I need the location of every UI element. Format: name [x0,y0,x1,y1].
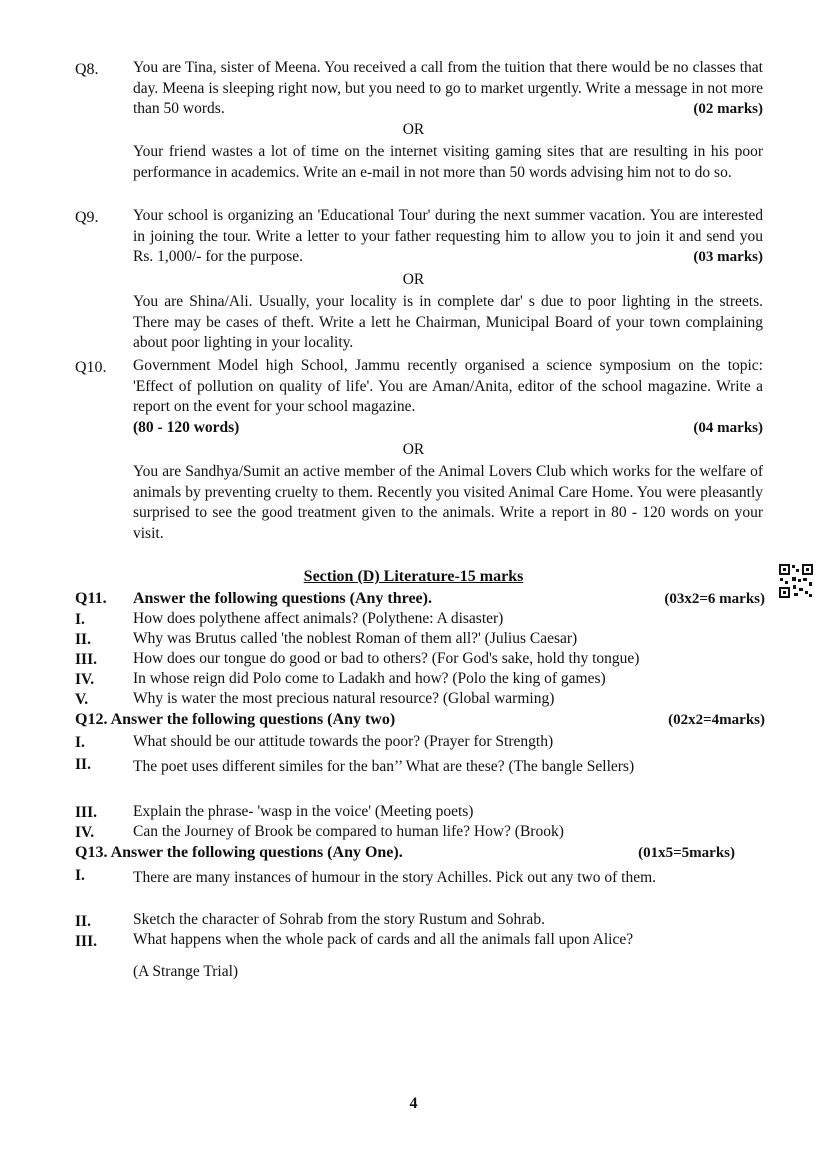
q11-item-text: Why is water the most precious natural resource? (Global warming) [133,690,555,707]
q12-heading [75,710,765,730]
q11-item-text: How does polythene affect animals? (Polythene: A disaster) [133,610,504,627]
q12-marks: (02x2=4marks) [668,712,765,728]
q12-item-number: II. [75,756,91,773]
q9-alt: You are Shina/Ali. Usually, your locality is in complete dar' s due to poor lighting in the streets. There may be cases of theft. Write a lett he Chairman, Municipal Board of your town complaining about poor lighting in your locality. [133,293,763,351]
q11-heading [75,589,765,609]
q11-item-number: II. [75,631,91,648]
q10-number: Q10. [75,359,107,376]
q10-words: (80 - 120 words) [133,418,240,436]
q11-marks: (03x2=6 marks) [664,591,765,607]
q13-item-number: I. [75,867,85,884]
q11-item-text: How does our tongue do good or bad to others? (For God's sake, hold thy tongue) [133,650,640,667]
q13-item-text: There are many instances of humour in the story Achilles. Pick out any two of them. [133,869,657,886]
q8-text [133,58,763,120]
q12-item-text: Can the Journey of Brook be compared to human life? How? (Brook) [133,823,564,840]
q10-marks: (04 marks) [693,419,763,436]
page-number: 4 [409,1095,418,1112]
q10-or: OR [402,441,425,458]
q10-question: Government Model high School, Jammu recently organised a science symposium on the topic: 'Effect of pollution on quality of life'. You are Aman/Anita, editor of the school magazine. Write a report on the event for your school magazine. [133,357,763,415]
q12-item-number: I. [75,734,85,751]
q10-alt: You are Sandhya/Sumit an active member of the Animal Lovers Club which works for the welfare of animals by preventing cruelty to them. Recently you visited Animal Care Home. You were pleasantly surprised to see the good treatment given to the animals. Write a report in 80 - 120 words on your visit. [133,463,763,542]
q12-instruction: Q12. Answer the following questions (Any two) [75,711,396,728]
q13-heading [75,843,765,863]
q13-item-text: What happens when the whole pack of cards and all the animals fall upon Alice? [133,931,634,948]
q9-marks: (03 marks) [693,249,763,265]
q8-marks: (02 marks) [693,101,763,117]
q13-item-number: II. [75,913,91,930]
q9-text [133,206,763,268]
q9-or: OR [402,271,425,288]
q10-text [133,356,763,438]
q12-item-text: What should be our attitude towards the poor? (Prayer for Strength) [133,733,554,750]
q9-number: Q9. [75,209,99,226]
q11-instruction: Answer the following questions (Any three). [133,590,432,607]
q11-item-number: III. [75,651,97,668]
q13-item-text: Sketch the character of Sohrab from the story Rustum and Sohrab. [133,911,545,928]
q11-item-text: In whose reign did Polo come to Ladakh and how? (Polo the king of games) [133,670,606,687]
q8-or: OR [402,121,425,138]
q8-question: You are Tina, sister of Meena. You received a call from the tuition that there would be no classes that day. Meena is sleeping right now, but you need to go to market urgently. Write a message in not more than 50 words. [133,59,763,117]
q11-number: Q11. [75,590,107,607]
q11-item-text: Why was Brutus called 'the noblest Roman of them all?' (Julius Caesar) [133,630,578,647]
section-heading: Section (D) Literature-15 marks [303,568,524,585]
q13-instruction: Q13. Answer the following questions (Any One). [75,844,403,861]
q11-item-number: I. [75,611,85,628]
q8-number: Q8. [75,61,99,78]
q12-item-text: Explain the phrase- 'wasp in the voice' (Meeting poets) [133,803,474,820]
q12-item-number: IV. [75,824,95,841]
q13-marks: (01x5=5marks) [638,845,735,861]
q13-item-number: III. [75,933,97,950]
q12-item-text: The poet uses different similes for the ban’’ What are these? (The bangle Sellers) [133,758,635,775]
q11-item-number: V. [75,691,89,708]
q12-item-number: III. [75,804,97,821]
qr-code-icon [778,563,814,599]
q9-question: Your school is organizing an 'Educational Tour' during the next summer vacation. You are interested in joining the tour. Write a letter to your father requesting him to allow you to join it and send you Rs. 1,000/- for the purpose. [133,207,763,265]
q8-alt: Your friend wastes a lot of time on the internet visiting gaming sites that are resulting in his poor performance in academics. Write an e-mail in not more than 50 words advising him not to do so. [133,143,763,181]
q13-note: (A Strange Trial) [133,963,239,980]
q11-item-number: IV. [75,671,95,688]
